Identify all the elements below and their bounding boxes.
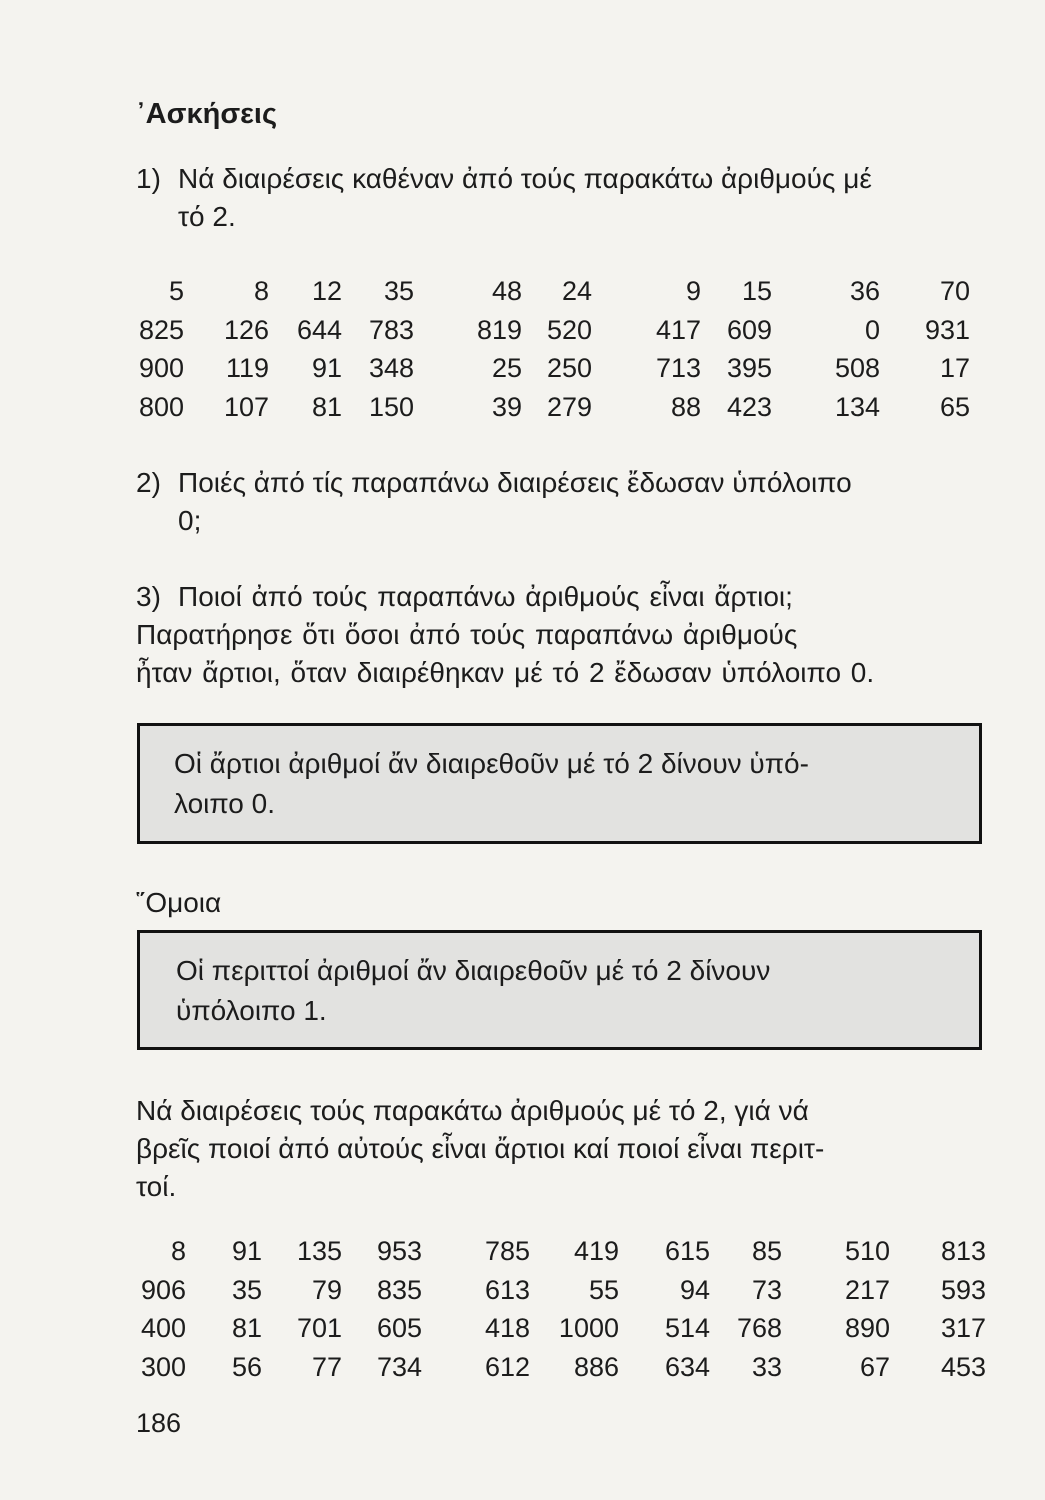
even-rule-line-1: Οἱ ἄρτιοι ἀριθμοί ἄν διαιρεθοῦν μέ τό 2 δίνουν ὑπό- [174,748,809,779]
table-cell: 593 [940,1274,986,1305]
table-cell: 300 [140,1351,186,1382]
table-cell: 94 [679,1274,710,1305]
table-cell: 1000 [558,1313,619,1343]
table-cell: 56 [231,1351,262,1382]
odd-rule-line-2: ὑπόλοιπο 1. [176,995,327,1026]
even-rule-line-2: λοιπο 0. [174,788,275,819]
odd-rule-line-1: Οἱ περιττοί ἀριθμοί ἄν διαιρεθοῦν μέ τό 2 δίνουν [176,955,771,986]
table-cell: 417 [655,314,701,345]
table-cell: 5 [168,276,184,306]
table-cell: 91 [231,1236,262,1266]
table-cell: 134 [834,391,880,422]
exercise-3-line-1: Ποιοί ἀπό τούς παραπάνω ἀριθμούς εἶναι ἄρτιοι; [178,581,793,612]
exercise-1-number: 1) [136,163,161,194]
table-cell: 423 [726,391,772,422]
table-cell: 453 [940,1351,986,1382]
table-cell: 953 [376,1236,422,1266]
table-cell: 800 [138,391,184,422]
table-cell: 400 [140,1313,186,1343]
table-cell: 615 [664,1236,710,1266]
table-cell: 701 [296,1313,342,1343]
table-cell: 734 [376,1351,422,1382]
table-cell: 644 [296,314,342,345]
table-cell: 609 [726,314,772,345]
table-cell: 508 [834,353,880,383]
exercise-1 [136,160,872,236]
table-cell: 783 [368,314,414,345]
exercise-3-line-3: ἦταν ἄρτιοι, ὅταν διαιρέθηκαν μέ τό 2 ἔδωσαν ὑπόλοιπο 0. [136,657,875,688]
table-cell: 126 [223,314,269,345]
table-cell: 348 [368,353,414,383]
exercise-3-number: 3) [136,581,161,612]
table-cell: 713 [655,353,701,383]
table-cell: 395 [726,353,772,383]
similarly-label: ῞Ομοια [136,887,222,918]
table-cell: 85 [751,1236,782,1266]
table-cell: 613 [484,1274,530,1305]
table-cell: 9 [685,276,701,306]
table-cell: 15 [741,276,772,306]
table-cell: 107 [223,391,269,422]
table-cell: 819 [476,314,522,345]
table-cell: 77 [311,1351,342,1382]
table-cell: 91 [311,353,342,383]
table-cell: 835 [376,1274,422,1305]
table-cell: 36 [849,276,880,306]
exercise-4 [136,1092,824,1206]
table-cell: 825 [138,314,184,345]
table-cell: 24 [561,276,592,306]
table-cell: 81 [311,391,342,422]
table-cell: 890 [844,1313,890,1343]
even-rule-box [137,723,982,844]
odd-rule-box [137,930,982,1050]
table-cell: 768 [736,1313,782,1343]
table-cell: 886 [573,1351,619,1382]
table-cell: 8 [170,1236,186,1266]
table-cell: 48 [491,276,522,306]
table-cell: 514 [664,1313,710,1343]
table-cell: 17 [939,353,970,383]
exercise-4-line-3: τοί. [136,1171,177,1202]
table-cell: 250 [546,353,592,383]
table-cell: 634 [664,1351,710,1382]
table-cell: 70 [939,276,970,306]
table-cell: 279 [546,391,592,422]
exercise-4-line-2: βρεῖς ποιοί ἀπό αὐτούς εἶναι ἄρτιοι καί ποιοί εἶναι περιτ- [136,1133,825,1164]
table-cell: 900 [138,353,184,383]
table-cell: 35 [231,1274,262,1305]
table-cell: 931 [924,314,970,345]
table-cell: 150 [368,391,414,422]
table-cell: 785 [484,1236,530,1266]
exercise-3-line-2: Παρατήρησε ὅτι ὅσοι ἀπό τούς παραπάνω ἀριθμούς [136,619,798,650]
table-cell: 79 [311,1274,342,1305]
table-cell: 612 [484,1351,530,1382]
table-cell: 510 [844,1236,890,1266]
table-cell: 217 [844,1274,890,1305]
table-cell: 65 [939,391,970,422]
exercise-2 [136,464,852,540]
table-cell: 67 [859,1351,890,1382]
exercise-1-line-1: Νά διαιρέσεις καθέναν ἀπό τούς παρακάτω ἀριθμούς μέ [178,163,872,194]
exercise-2-line-2: 0; [178,505,202,536]
exercise-2-number: 2) [136,467,161,498]
table-cell: 39 [491,391,522,422]
table-cell: 813 [940,1236,986,1266]
table-cell: 605 [376,1313,422,1343]
exercise-1-line-2: τό 2. [178,201,236,232]
table-cell: 35 [383,276,414,306]
table-cell: 135 [296,1236,342,1266]
exercise-4-line-1: Νά διαιρέσεις τούς παρακάτω ἀριθμούς μέ τό 2, γιά νά [136,1095,809,1126]
table-cell: 906 [140,1274,186,1305]
table-cell: 418 [484,1313,530,1343]
table-cell: 317 [940,1313,986,1343]
table-cell: 33 [751,1351,782,1382]
table-cell: 25 [491,353,522,383]
table-cell: 520 [546,314,592,345]
table-cell: 8 [253,276,269,306]
table-cell: 419 [573,1236,619,1266]
table-cell: 88 [670,391,701,422]
exercises-heading: ᾿Ασκήσεις [136,98,278,130]
exercise-2-line-1: Ποιές ἀπό τίς παραπάνω διαιρέσεις ἔδωσαν ὑπόλοιπο [178,467,852,498]
table-cell: 0 [864,314,880,345]
page-number: 186 [136,1408,182,1438]
table-cell: 81 [231,1313,262,1343]
table-cell: 55 [588,1274,619,1305]
table-cell: 73 [751,1274,782,1305]
exercise-3 [136,578,874,692]
table-cell: 12 [311,276,342,306]
table-cell: 119 [225,353,269,383]
